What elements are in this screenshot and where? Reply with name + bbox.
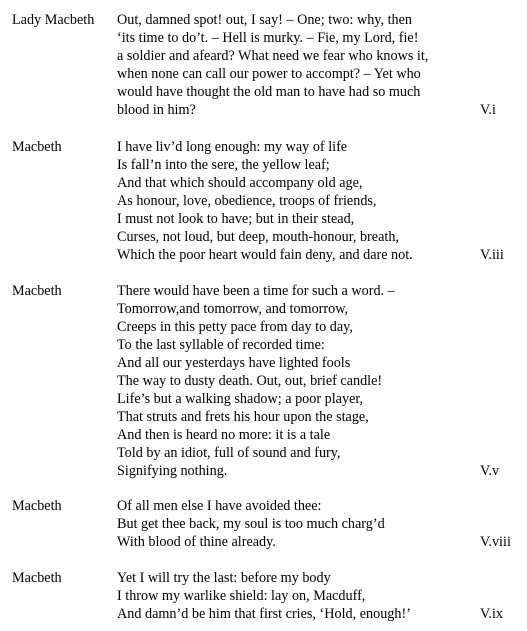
verse-line: Signifying nothing. (117, 463, 228, 479)
verse-line: And that which should accompany old age, (117, 175, 363, 191)
speech-lines (117, 282, 477, 480)
verse-line: when none can call our power to accompt? – Yet who (117, 66, 421, 82)
verse-line: As honour, love, obedience, troops of friends, (117, 193, 377, 209)
verse-line: And damn’d be him that first cries, ‘Hold, enough!’ (117, 606, 411, 622)
verse-line: Which the poor heart would fain deny, and dare not. (117, 247, 413, 263)
verse-line: Is fall’n into the sere, the yellow leaf; (117, 157, 330, 173)
act-scene-reference: V.ix (480, 606, 503, 622)
verse-line: a soldier and afeard? What need we fear who knows it, (117, 48, 429, 64)
speaker-name: Macbeth (12, 498, 62, 514)
act-scene-reference: V.v (480, 463, 500, 479)
act-scene-reference: V.i (480, 102, 496, 118)
verse-line: The way to dusty death. Out, out, brief candle! (117, 373, 383, 389)
verse-line: would have thought the old man to have had so much (117, 84, 421, 100)
verse-line: I have liv’d long enough: my way of life (117, 139, 348, 155)
speaker-name: Lady Macbeth (12, 12, 95, 28)
speech-lines (117, 11, 477, 119)
verse-line: But get thee back, my soul is too much charg’d (117, 516, 385, 532)
verse-line: And all our yesterdays have lighted fools (117, 355, 351, 371)
verse-line: Creeps in this petty pace from day to day, (117, 319, 353, 335)
verse-line: I throw my warlike shield: lay on, Macduff, (117, 588, 366, 604)
verse-line: Out, damned spot! out, I say! – One; two: why, then (117, 12, 412, 28)
verse-line: With blood of thine already. (117, 534, 276, 550)
speaker-name: Macbeth (12, 283, 62, 299)
verse-line: Life’s but a walking shadow; a poor player, (117, 391, 364, 407)
speaker-name: Macbeth (12, 139, 62, 155)
verse-line: And then is heard no more: it is a tale (117, 427, 331, 443)
verse-line: ‘its time to do’t. – Hell is murky. – Fie, my Lord, fie! (117, 30, 419, 46)
verse-line: To the last syllable of recorded time: (117, 337, 325, 353)
verse-line: Yet I will try the last: before my body (117, 570, 331, 586)
speech-lines (117, 569, 477, 623)
verse-line: There would have been a time for such a word. – (117, 283, 395, 299)
act-scene-reference: V.iii (480, 247, 504, 263)
verse-line: Told by an idiot, full of sound and fury, (117, 445, 341, 461)
act-scene-reference: V.viii (480, 534, 511, 550)
verse-line: That struts and frets his hour upon the stage, (117, 409, 369, 425)
speech-lines (117, 138, 477, 264)
verse-line: I must not look to have; but in their stead, (117, 211, 355, 227)
speaker-name: Macbeth (12, 570, 62, 586)
verse-line: Of all men else I have avoided thee: (117, 498, 322, 514)
verse-line: blood in him? (117, 102, 196, 118)
verse-line: Tomorrow,and tomorrow, and tomorrow, (117, 301, 349, 317)
speech-lines (117, 497, 477, 551)
verse-line: Curses, not loud, but deep, mouth-honour, breath, (117, 229, 399, 245)
